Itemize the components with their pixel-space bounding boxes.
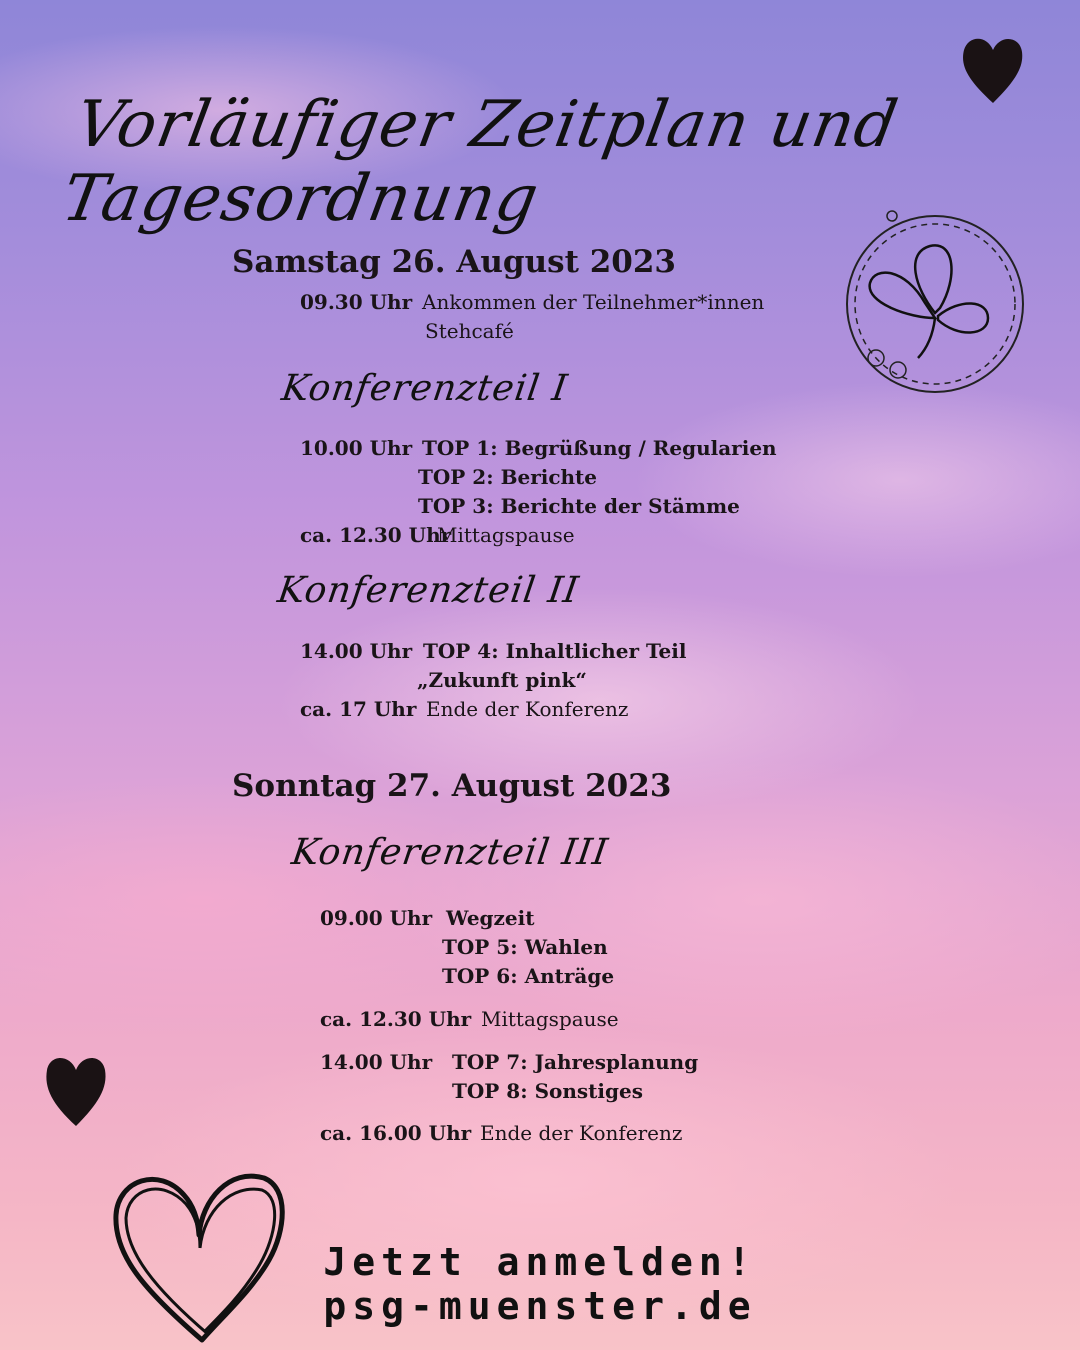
section-heading-part2: Konferenzteil II [275,570,582,611]
agenda-item: TOP 6: Anträge [442,964,615,988]
saturday-heading: Samstag 26. August 2023 [232,244,676,280]
agenda-item: Wegzeit [446,906,535,930]
clover-badge-icon [840,208,1030,400]
part3-time: 09.00 Uhr [320,906,433,930]
end-label: Ende der Konferenz [426,697,629,721]
heart-icon [40,1048,112,1130]
agenda-item: TOP 5: Wahlen [442,935,608,959]
register-cta: Jetzt anmelden! [323,1240,757,1284]
arrival-time: 09.30 Uhr [300,290,413,314]
break-time: ca. 12.30 Uhr [300,523,452,547]
agenda-item: TOP 7: Jahresplanung [452,1050,699,1074]
arrival-sub-label: Stehcafé [425,319,514,343]
agenda-item: TOP 2: Berichte [418,465,598,489]
agenda-item: „Zukunft pink“ [417,668,587,692]
end-label: Ende der Konferenz [480,1121,683,1145]
end-time: ca. 17 Uhr [300,697,417,721]
break-label: Mittagspause [437,523,575,547]
end-time: ca. 16.00 Uhr [320,1121,472,1145]
afternoon-time: 14.00 Uhr [320,1050,433,1074]
arrival-label: Ankommen der Teilnehmer*innen [422,290,765,314]
page-title: Vorläufiger Zeitplan und Tagesordnung [56,88,904,236]
agenda-item: TOP 8: Sonstiges [452,1079,643,1103]
website-link[interactable]: psg-muenster.de [323,1284,757,1328]
agenda-item: TOP 1: Begrüßung / Regularien [422,436,777,460]
section-heading-part1: Konferenzteil I [279,368,571,409]
section-heading-part3: Konferenzteil III [289,832,611,873]
part2-time: 14.00 Uhr [300,639,413,663]
agenda-item: TOP 3: Berichte der Stämme [418,494,740,518]
break-time: ca. 12.30 Uhr [320,1007,472,1031]
part1-time: 10.00 Uhr [300,436,413,460]
sunday-heading: Sonntag 27. August 2023 [232,768,672,804]
break-label: Mittagspause [481,1007,619,1031]
agenda-item: TOP 4: Inhaltlicher Teil [423,639,687,663]
